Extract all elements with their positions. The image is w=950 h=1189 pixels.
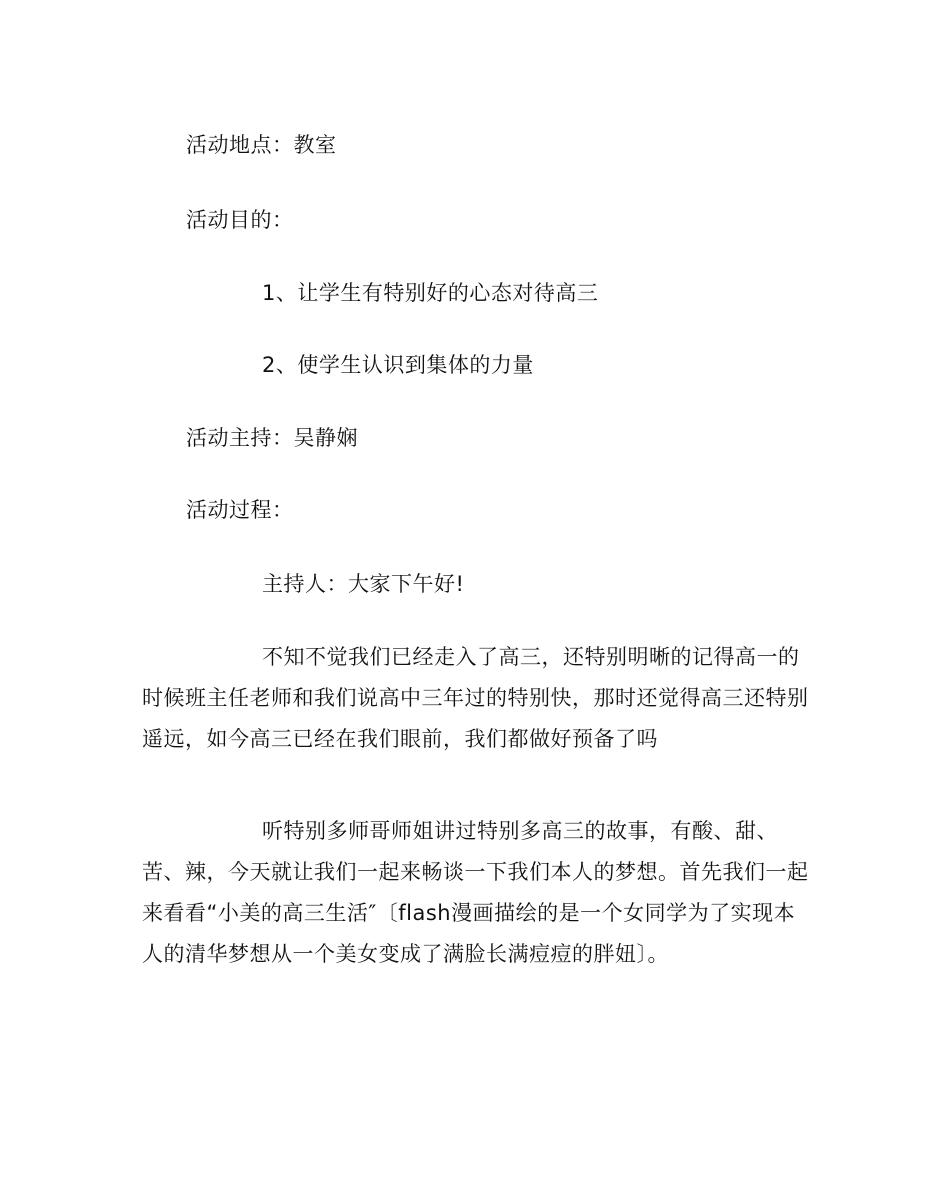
purpose-item-2: 2、使学生认识到集体的力量 — [262, 353, 534, 377]
paragraph-1-text: 不知不觉我们已经走入了高三，还特别明晰的记得高一的时候班主任老师和我们说高中三年过的特别快，那时还觉得高三还特别遥远，如今高三已经在我们眼前，我们都做好预备了吗 — [142, 645, 809, 751]
host-greeting-line: 主持人：大家下午好! — [262, 572, 465, 596]
activity-process-heading: 活动过程： — [186, 498, 294, 522]
paragraph-2-text: 听特别多师哥师姐讲过特别多高三的故事，有酸、甜、苦、辣，今天就让我们一起来畅谈一下我们本人的梦想。首先我们一起来看看“小美的高三生活″〔flash漫画描绘的是一个女同学为了实现本人的清华梦想从一个美女变成了满脸长满痘痘的胖妞〕。 — [142, 819, 809, 966]
body-paragraph-2 — [142, 811, 812, 975]
activity-host-line: 活动主持：吴静娴 — [186, 426, 358, 450]
activity-location-line: 活动地点：教室 — [186, 133, 337, 157]
purpose-item-1: 1、让学生有特别好的心态对待高三 — [262, 281, 599, 305]
activity-purpose-heading: 活动目的： — [186, 208, 294, 232]
body-paragraph-1 — [142, 637, 812, 760]
